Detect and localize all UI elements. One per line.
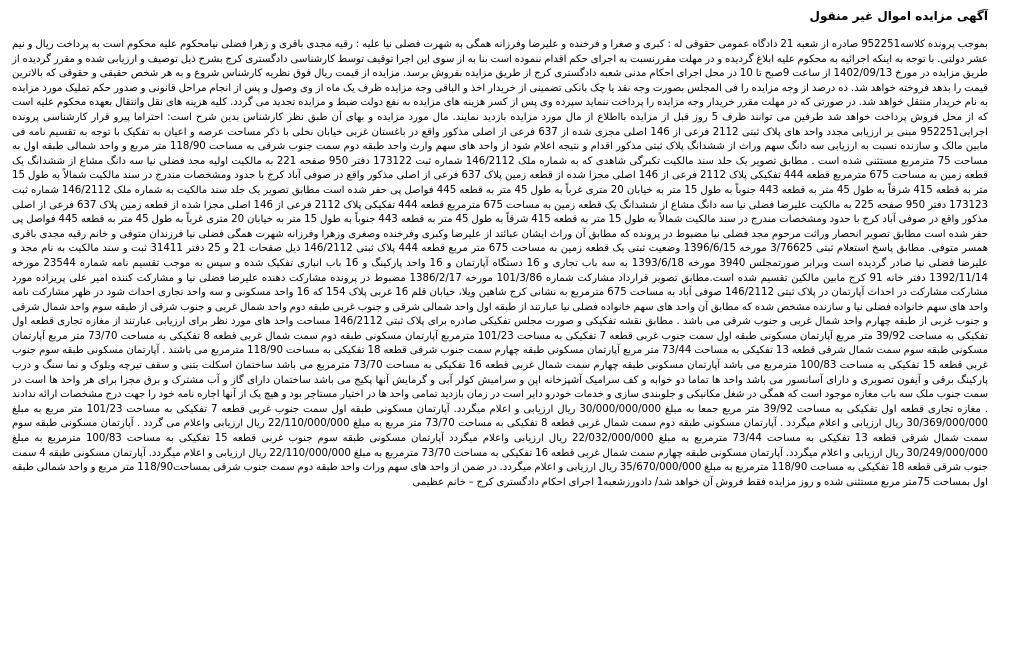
notice-title: آگهی مزایده اموال غیر منقول (809, 9, 988, 23)
notice-body (12, 38, 988, 490)
notice-signature: دادورزشعبه1 اجرای احکام دادگستری کرج – خانم عظیمی (412, 476, 652, 488)
notice-body-text: بموجب پرونده کلاسه952251 صادره از شعبه 21 دادگاه عمومی حقوقی له : کبری و صغرا و فرخنده و علیرضا وفرزانه همگی به شهرت فضلی نیا علیه : رقیه مجدی باقری و زهرا فضلی نیامحکوم علیه محکوم است به پرداخت ریال و نیم عشر دولتی. با توجه به اینکه اجرائیه به محکوم علیه ابلاغ گردیده و در مهلت مقررنسبت به اجرای حکم اقدام ننموده است بنا به از سوی این اجرا توقیف توسط کارشناسی دادگستری کرج بشرح ذیل توصیف و ارزیابی شده و مقرر گردیده از طریق مزایده در مورخ 1402/09/13 از ساعت 9صبح تا 10 در محل اجرای احکام مدنی شعبه دادگستری کرج از طریق مزایده بفروش برسد. مزایده از قیمت ریال فوق نظریه کارشناس شروع و به هر شخص حقیقی و حقوقی که بالاترین قیمت را بدهد فروخته خواهد شد. ده درصد از وجه مزایده را فی المجلس بصورت وجه نقد یا چک بانکی تضمینی از خریدار اخذ و الباقی وجه مزایده ظرف یک ماه از وی وصول و پس از انجام مراحل قانونی و صدور حکم تملیک مورد مزایده به نام خریدار منتقل خواهد شد. در صورتی که در مهلت مقرر خریدار وجه مزایده را پرداخت ننماید سپرده وی پس از کسر هزینه های مزایده به نفع دولت ضبط و مزایده تجدید می گردد. کلیه هزینه های نقل وانتقال بعهده محکوم علیه است که از محل فروش پرداخت خواهد شد طرفین می توانند ظرف 5 روز قبل از مزایده بااطلاع از مال مورد مزایده بازدید نمایند. مال مورد مزایده و بهای آن طبق نظر کارشناس بدین شرح است: احتراما پیرو قرار کارشناسی پرونده اجرایی952251 مبنی بر ارزیابی مجدد واحد های پلاک ثبتی 2112 فرعی از 146 اصلی مجزی شده از 637 فرعی از اصلی مذکور واقع در باغستان غربی خیابان نخلی با ذکر مساحت عرصه و اعیان به تفکیک با توجه به تقسیم نامه فی مابین مالک و سازنده نسبت به ارزیابی سه دانگ سهم وراث از ششدانگ پلاک ثبتی مذکور اقدام و نتیجه اعلام شود از واحد های سهم وارث واحد طبقه دوم سمت جنوب شرقی به مساحت 118/90 متر مربع و واحد شمالی طبقه اول به مساحت 75 مترمربع مستثنی شده است . مطابق تصویر یک جلد سند مالکیت تکبرگی شاهدی که به شماره ملک 146/2112 شماره ثبت 173122 دفتر 950 صفحه 221 به مالکیت اولیه مجد فضلی نیا سه دانگ مشاع از ششدانگ یک قطعه زمین به مساحت 675 مترمربع قطعه 444 تفکیکی پلاک 2112 فرعی از 146 اصلی مجزا شده از قطعه زمین پلاک 637 فرعی از اصلی مذکور واقع در صوفی آباد کرج با حدود ومشخصات مندرج در سند مالکیت شمالاً به طول 15 متر به قطعه 415 شرقاً به طول 45 متر به قطعه 443 جنوباً به طول 15 متر به خیابان 20 متری غرباً به طول 45 متر به قطعه 445 فواصل پی حفر شده است مطابق تصویر یک جلد سند مالکیت به شماره ملک 146/2112 شماره ثبت 173123 دفتر 950 صفحه 225 به مالکیت علیرضا فضلی نیا سه دانگ مشاع از ششدانگ یک قطعه زمین به مساحت 675 مترمربع قطعه 444 تفکیکی پلاک 2112 فرعی از 146 اصلی مجزا شده از قطعه زمین پلاک 637 فرعی از اصلی مذکور واقع در صوفی آباد کرج با حدود ومشخصات مندرج در سند مالکیت شمالاً به طول 15 متر به قطعه 415 شرقاً به طول 45 متر به قطعه 443 جنوباً به طول 15 متر به خیابان 20 متری غرباً به طول 45 متر به قطعه 445 فواصل پی حفر شده است مطابق تصویر انحصار وراثت مرحوم مجد فضلی نیا مضبوط در پرونده که مطابق آن وراث ایشان عبائتد از علیرضا وکبری وفرخنده وصغری وزهرا وفرزانه شهرت همگی فضلی نیا فرزندان متوفی و خانم رقیه مجدی باقری همسر متوفی. مطابق پاسخ استعلام ثبتی 3/76625 مورخه 1396/6/15 وضعیت ثبتی یک قطعه زمین به مساحت 675 متر مربع قطعه 444 پلاک ثبتی 146/2112 ذیل صفحات 21 و 25 دفتر 31411 ثبت و سند مالکیت به نام مجد و علیرضا فضلی نیا صادر گردیده است وبرابر صورتمجلس 3940 مورخه 1393/6/18 به سه باب تجاری و 16 دستگاه آپارتمان و 16 واحد پارکینگ و 16 باب انباری تفکیک شده و سپس به موجب تقسیم نامه شماره 23544 مورخه 1392/11/14 دفتر خانه 91 کرج مابین مالکین تقسیم شده است.مطابق تصویر قرارداد مشارکت شماره 101/3/86 مورخه 1386/2/17 مضبوط در پرونده مشارکت دهنده علیرضا فضلی نیا و مشارکت کننده امیر علی پریزاده مورد مشارکت مشارکت در احداث آپارتمان در پلاک ثبتی 146/2112 صوفی آباد به مساحت 675 مترمربع به نشانی کرج شاهین ویلا، خیابان قلم 16 غربی پلاک 154 که 16 واحد مسکونی و سه واحد تجاری احداث شود در ظهر مشارکت نامه واحد های سهم خانواده فضلی نیا و سازنده مشخص شده که مطابق آن واحد های سهم خانواده فضلی نیا عبارتند از طبقه اول واحد شمالی شرقی و جنوب غربی طبقه دوم واحد شمال غربی و جنوب شرقی از طبقه سوم واحد شمال شرقی و جنوب غربی از طبقه چهارم واحد شمال غربی و جنوب شرقی می باشد . مطابق نقشه تفکیکی و صورت مجلس تفکیکی صادره برای پلاک ثبتی 146/2112 مساحت واحد های مورد نظر برای ارزیابی عبارتند از مغازه تجاری قطعه اول تفکیکی به مساحت 39/92 متر مربع آپارتمان مسکونی طبقه اول سمت جنوب غربی قطعه 7 تفکیکی به مساحت 101/23 مترمربع آپارتمان مسکونی طبقه دوم سمت شمال غربی قطعه 8 تفکیکی به مساحت 73/70 متر مربع آپارتمان مسکونی طبقه سوم سمت شمال شرقی قطعه 13 تفکیکی به مساحت 73/44 متر مربع آپارتمان مسکونی طبقه چهارم سمت جنوب شرقی قطعه 18 تفکیکی به مساحت 118/90 مترمربع می باشند . آپارتمان مسکونی طبقه سوم جنوب غربی قطعه 15 تفکیکی به مساحت 100/83 مترمربع می باشد آپارتمان مسکونی طبقه چهارم سمت شمال غربی قطعه 16 تفکیکی به مساحت 73/70 مترمربع می باشد ساختمان اسکلت بتنی و سقف تیرچه وبلوک و نما سنگ و درب پارکینگ برقی و آیفون تصویری و دارای آسانسور می باشد واحد ها تماما دو خوابه و کف سرامیک آشپزخانه اپن و سرامیش کولر آبی و گرمایش آنها پکیج می باشد ساختمان دارای گاز و آب مشترک و برق مجزا برای هر واحد ها است در سمت جنوب ملک سه باب مغازه موجود است که همگی در شغل مکانیکی و جلوبندی سازی و خدمات خودرو دایر است در زمان بازدید تمامی واحد ها در اختیار مستاجر بود و هیچ یک از آنها اجاره نامه خود را جهت درج مشخصات ارائه ندادند . مغازه تجاری قطعه اول تفکیکی به مساحت 39/92 متر مربع جمعا به مبلغ 30/000/000/000 ریال ارزیابی و اعلام میگردد. آپارتمان مسکونی طبقه اول سمت جنوب غربی قطعه 7 تفکیکی به مساحت 101/23 متر مربع به مبلغ 30/369/000/000 ریال ارزیابی و اعلام میگردد . آپارتمان مسکونی طبقه دوم سمت شمال غربی قطعه 8 تفکیکی به مساحت 73/70 متر مربع به مبلغ 22/110/000/000 ریال ارزیابی واعلام می گردد . آپارتمان مسکونی طبقه سوم سمت شمال شرقی قطعه 13 تفکیکی به مساحت 73/44 مترمربع به مبلغ 22/032/000/000 ریال ارزیابی واعلام میگردد آپارتمان مسکونی طبقه سوم جنوب غربی قطعه 15 تفکیکی به مساحت 100/83 مترمربع به مبلغ 30/249/000/000 ریال ارزیابی و اعلام میگردد. آپارتمان مسکونی طبقه چهارم سمت شمال غربی قطعه 16 تفکیکی به مساحت 73/70 مترمربع به مبلغ 22/110/000/000 ریال ارزیابی و اعلام میگردد. آپارتمان مسکونی طبقه 4 سمت جنوب شرقی قطعه 18 تفکیکی به مساحت 118/90 مترمربع به مبلغ 35/670/000/000 ریال ارزیابی و اعلام میگردد. در ضمن از واحد های سهم وراث واحد طبقه دوم سمت جنوب شرقی بمساحت118/90 متر مربع و واحد شمالی طبقه اول بمساحت 75متر مربع مستثنی شده و روز مزایده فقط فروش آن خواهد شد/ (12, 39, 989, 488)
